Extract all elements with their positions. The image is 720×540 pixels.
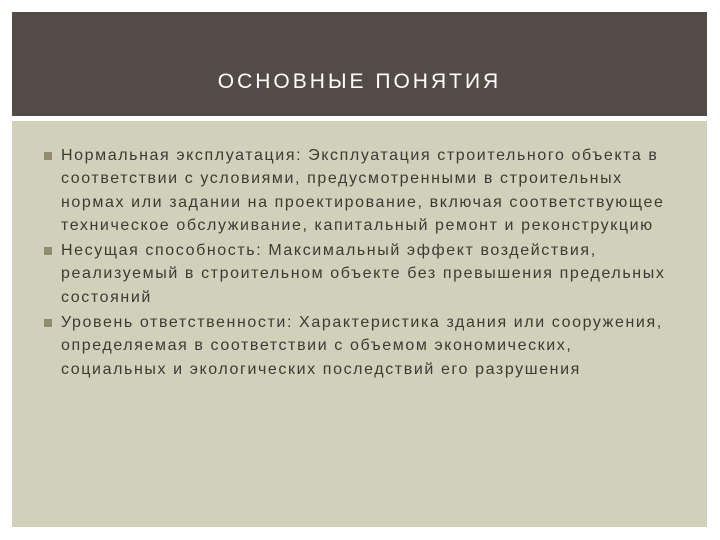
bullet-item-normal-operation	[34, 144, 684, 237]
square-bullet-icon	[44, 319, 52, 327]
bullet-list	[34, 144, 684, 383]
bullet-text: Уровень ответственности: Характеристика здания или сооружения, определяемая в соответствии с объемом экономических, социальных и экологических последствий его разрушения	[61, 314, 663, 378]
square-bullet-icon	[44, 152, 52, 160]
title-band	[12, 12, 707, 116]
bullet-item-responsibility-level	[34, 311, 684, 381]
bullet-item-bearing-capacity	[34, 239, 684, 309]
bullet-text: Нормальная эксплуатация: Эксплуатация строительного объекта в соответствии с условиями, предусмотренными в строительных нормах или задании на проектирование, включая соответствующее техническое обслуживание, капитальный ремонт и реконструкцию	[61, 147, 665, 234]
square-bullet-icon	[44, 247, 52, 255]
slide-title: ОСНОВНЫЕ ПОНЯТИЯ	[217, 70, 502, 93]
bullet-text: Несущая способность: Максимальный эффект воздействия, реализуемый в строительном объекте без превышения предельных состояний	[61, 242, 666, 306]
